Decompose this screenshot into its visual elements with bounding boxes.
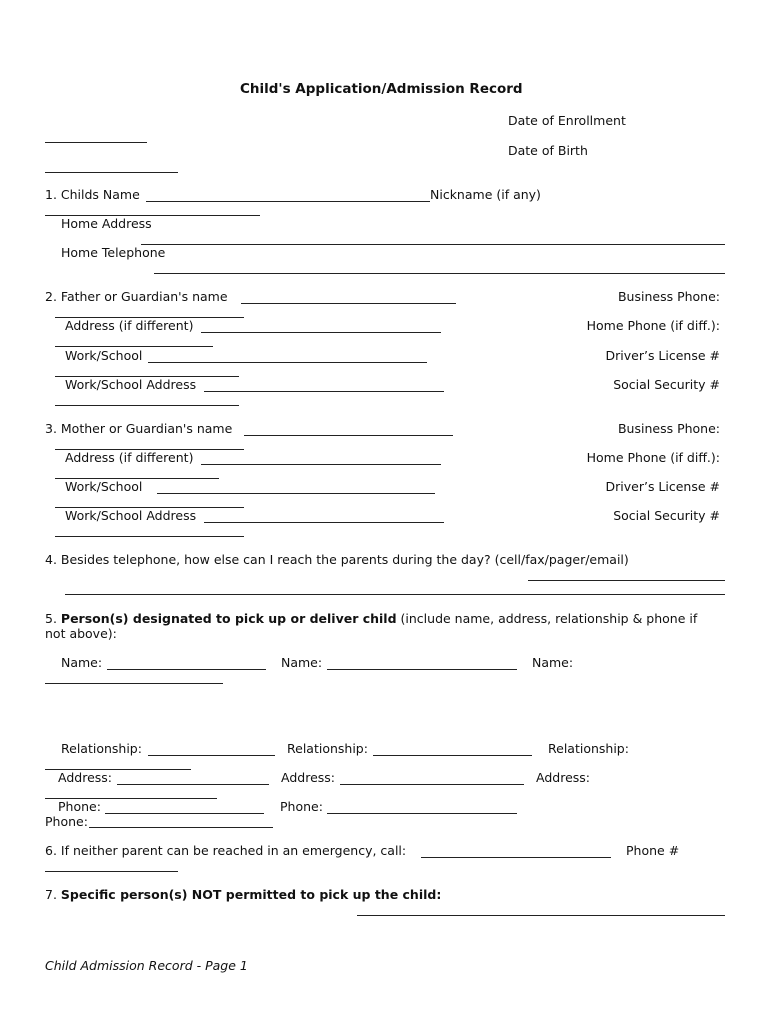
emergency-phone-label: Phone # — [626, 843, 680, 858]
child-name-label: 1. Childs Name — [45, 187, 140, 202]
pickup-heading-text: Person(s) designated to pick up or deliver child — [60, 611, 397, 626]
home-telephone-label: Home Telephone — [61, 245, 166, 260]
date-birth-line[interactable] — [45, 172, 178, 173]
home-telephone-line[interactable] — [154, 273, 725, 274]
mother-license-label: Driver’s License # — [605, 479, 720, 494]
contact-line-1[interactable] — [528, 580, 725, 581]
pickup-relationship-line-2[interactable] — [373, 755, 532, 756]
child-name-line[interactable] — [146, 201, 430, 202]
date-enrollment-label: Date of Enrollment — [508, 113, 626, 128]
pickup-address-line-1[interactable] — [117, 784, 269, 785]
mother-work-line[interactable] — [157, 493, 435, 494]
mother-name-line[interactable] — [244, 435, 453, 436]
father-ssn-label: Social Security # — [613, 377, 720, 392]
nickname-label: Nickname (if any) — [430, 187, 541, 202]
pickup-name-label-1: Name: — [61, 655, 103, 670]
pickup-phone-label-2: Phone: — [280, 799, 323, 814]
contact-line-2[interactable] — [65, 594, 725, 595]
contact-question: 4. Besides telephone, how else can I reach the parents during the day? (cell/fax/pager/email) — [45, 552, 629, 567]
page-title: Child's Application/Admission Record — [240, 81, 523, 97]
pickup-relationship-label-2: Relationship: — [287, 741, 368, 756]
page-footer: Child Admission Record - Page 1 — [45, 958, 248, 973]
pickup-phone-line-3[interactable] — [89, 827, 273, 828]
not-permitted-text: Specific person(s) NOT permitted to pick up the child: — [60, 887, 442, 902]
pickup-phone-label-1: Phone: — [58, 799, 101, 814]
father-license-label: Driver’s License # — [605, 348, 720, 363]
mother-work-address-label: Work/School Address — [65, 508, 197, 523]
father-address-label: Address (if different) — [65, 318, 194, 333]
pickup-name-line-1[interactable] — [107, 669, 266, 670]
mother-work-address-line[interactable] — [204, 522, 444, 523]
mother-work-label: Work/School — [65, 479, 143, 494]
pickup-address-label-2: Address: — [281, 770, 335, 785]
pickup-phone-line-1[interactable] — [105, 813, 264, 814]
emergency-phone-line[interactable] — [45, 871, 178, 872]
pickup-relationship-label-3: Relationship: — [548, 741, 629, 756]
pickup-name-line-2[interactable] — [327, 669, 517, 670]
date-enrollment-line[interactable] — [45, 142, 147, 143]
father-name-label: 2. Father or Guardian's name — [45, 289, 228, 304]
father-line-d[interactable] — [55, 405, 239, 406]
father-home-phone-label: Home Phone (if diff.): — [586, 318, 720, 333]
mother-line-d[interactable] — [55, 536, 244, 537]
home-address-line[interactable] — [141, 244, 725, 245]
father-line-b[interactable] — [55, 346, 213, 347]
pickup-name-label-2: Name: — [281, 655, 323, 670]
pickup-heading — [45, 611, 697, 626]
mother-ssn-label: Social Security # — [613, 508, 720, 523]
pickup-name-line-3[interactable] — [45, 683, 223, 684]
not-permitted-number: 7. — [45, 887, 57, 902]
mother-home-phone-label: Home Phone (if diff.): — [586, 450, 720, 465]
mother-business-phone-label: Business Phone: — [617, 421, 720, 436]
home-address-label: Home Address — [61, 216, 152, 231]
pickup-number: 5. — [45, 611, 57, 626]
father-business-phone-label: Business Phone: — [617, 289, 720, 304]
pickup-relationship-label-1: Relationship: — [61, 741, 142, 756]
father-work-label: Work/School — [65, 348, 143, 363]
mother-name-label: 3. Mother or Guardian's name — [45, 421, 233, 436]
mother-address-label: Address (if different) — [65, 450, 194, 465]
father-name-line[interactable] — [241, 303, 456, 304]
pickup-name-label-3: Name: — [532, 655, 574, 670]
emergency-name-line[interactable] — [421, 857, 611, 858]
not-permitted-line[interactable] — [357, 915, 725, 916]
date-birth-label: Date of Birth — [508, 143, 588, 158]
pickup-address-label-3: Address: — [536, 770, 590, 785]
father-work-address-label: Work/School Address — [65, 377, 197, 392]
pickup-phone-line-2[interactable] — [327, 813, 517, 814]
pickup-address-line-2[interactable] — [340, 784, 524, 785]
father-work-line[interactable] — [148, 362, 427, 363]
mother-address-line[interactable] — [201, 464, 441, 465]
pickup-note-cont: not above): — [45, 626, 117, 641]
emergency-label: 6. If neither parent can be reached in an emergency, call: — [45, 843, 407, 858]
father-work-address-line[interactable] — [204, 391, 444, 392]
pickup-relationship-line-1[interactable] — [148, 755, 275, 756]
not-permitted-heading — [45, 887, 441, 902]
pickup-address-label-1: Address: — [58, 770, 112, 785]
father-address-line[interactable] — [201, 332, 441, 333]
pickup-note: (include name, address, relationship & phone if — [400, 611, 698, 626]
pickup-phone-label-3: Phone: — [45, 814, 88, 829]
